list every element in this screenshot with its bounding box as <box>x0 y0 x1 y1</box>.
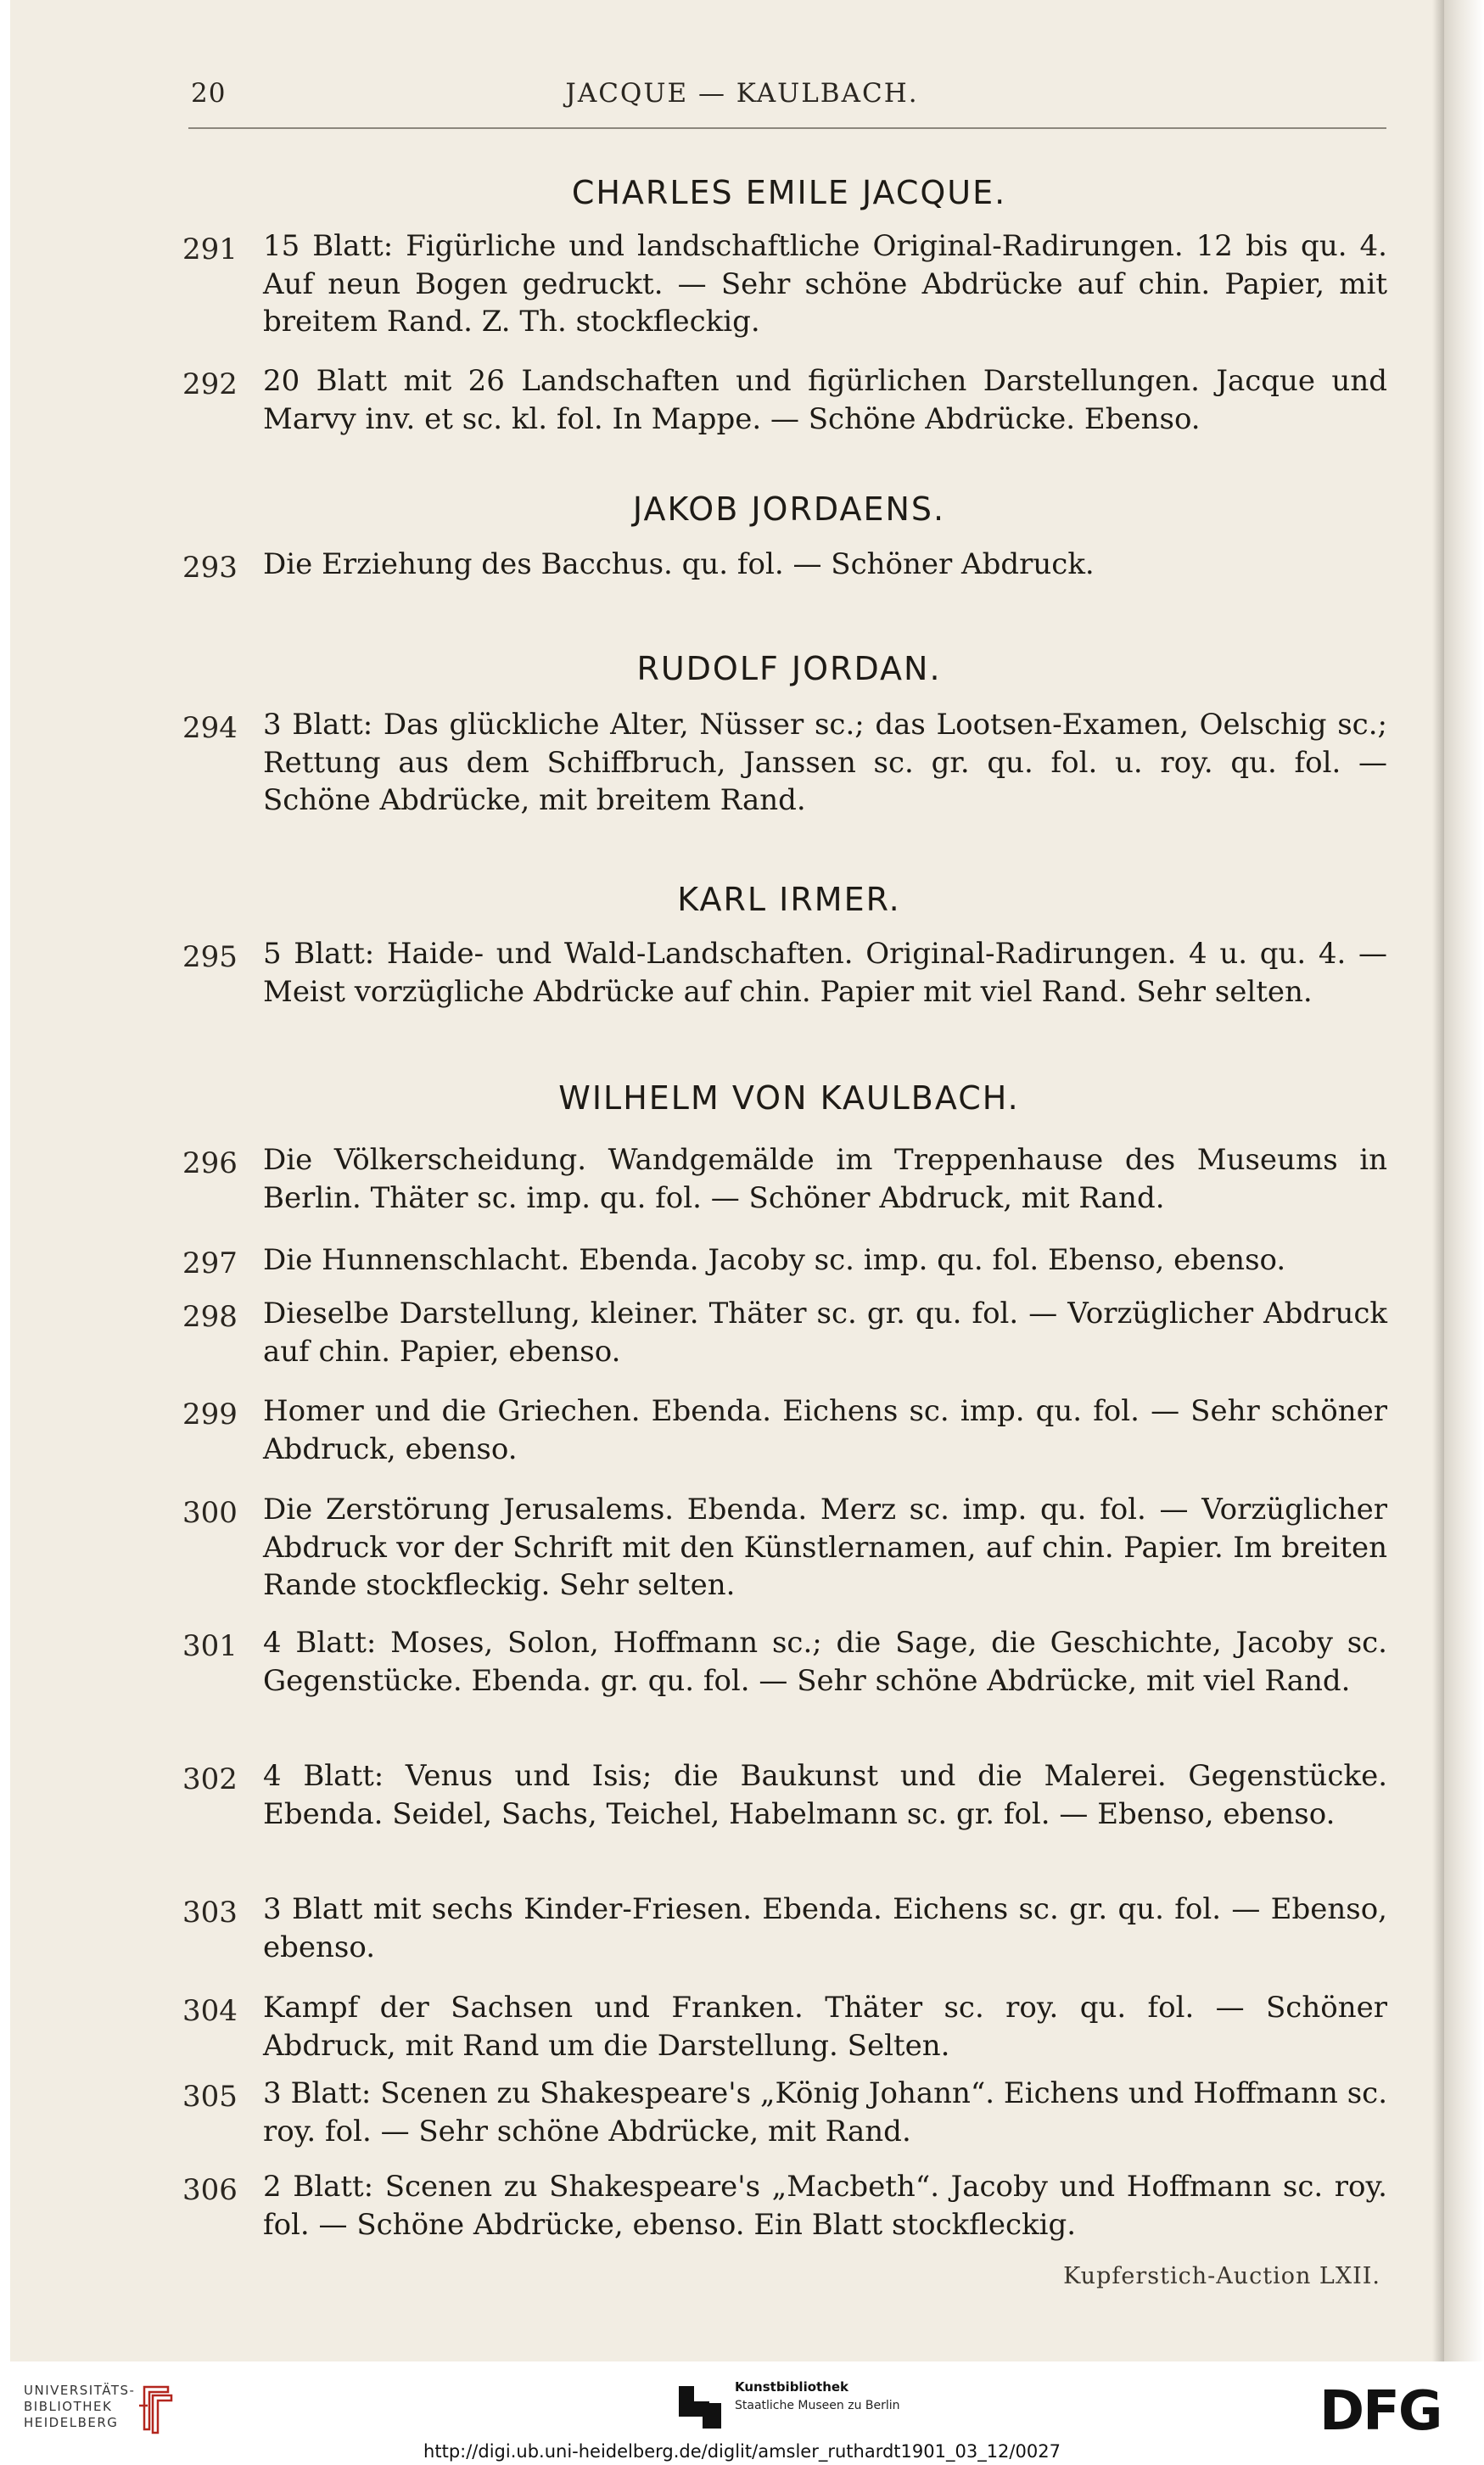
university-logo[interactable] <box>24 2383 135 2431</box>
entry-text: Dieselbe Darstellung, kleiner. Thäter sc. gr. qu. fol. — Vorzüglicher Abdruck auf chin. Papier, ebenso. <box>263 1297 1387 1369</box>
entry-text: 20 Blatt mit 26 Landschaften und figürlichen Darstellungen. Jacque und Marvy inv. et sc. kl. fol. In Mappe. — Schöne Abdrücke. Ebenso. <box>263 364 1387 436</box>
entry-text: 15 Blatt: Figürliche und landschaftliche Original-Radirungen. 12 bis qu. 4. Auf neun Bogen gedruckt. — Sehr schöne Abdrücke auf chin. Papier, mit breitem Rand. Z. Th. stockfleckig. <box>263 229 1387 339</box>
entry-number: 300 <box>182 1496 238 1530</box>
dfg-logo[interactable]: DFG <box>1319 2380 1442 2443</box>
entry-number: 292 <box>182 367 238 401</box>
entry-text: 2 Blatt: Scenen zu Shakespeare's „Macbeth“. Jacoby und Hoffmann sc. roy. fol. — Schöne Abdrücke, ebenso. Ein Blatt stockfleckig. <box>263 2170 1387 2242</box>
section-heading-irmer: KARL IRMER. <box>677 881 901 918</box>
entry-number: 293 <box>182 551 238 585</box>
entry-number: 299 <box>182 1398 238 1431</box>
entry-text: Die Erziehung des Bacchus. qu. fol. — Schöner Abdruck. <box>263 547 1095 581</box>
entry-number: 296 <box>182 1146 238 1180</box>
entry-number: 298 <box>182 1300 238 1334</box>
entry-text: 3 Blatt mit sechs Kinder-Friesen. Ebenda. Eichens sc. gr. qu. fol. — Ebenso, ebenso. <box>263 1892 1387 1964</box>
entry-number: 297 <box>182 1247 238 1280</box>
entry-number: 304 <box>182 1994 238 2028</box>
institution-subtitle: Staatliche Museen zu Berlin <box>735 2399 900 2412</box>
entry-number: 294 <box>182 711 238 745</box>
page-number: 20 <box>191 78 227 109</box>
source-url-link[interactable]: http://digi.ub.uni-heidelberg.de/diglit/amsler_ruthardt1901_03_12/0027 <box>423 2441 1061 2462</box>
section-heading-jordan: RUDOLF JORDAN. <box>636 650 942 687</box>
running-title: JACQUE — KAULBACH. <box>565 78 919 109</box>
institution-name: Kunstbibliothek <box>735 2379 849 2395</box>
entry-number: 295 <box>182 940 238 974</box>
entry-text: 4 Blatt: Venus und Isis; die Baukunst und die Malerei. Gegenstücke. Ebenda. Seidel, Sachs, Teichel, Habelmann sc. gr. fol. — Ebenso, ebenso. <box>263 1759 1387 1831</box>
entry-text: 5 Blatt: Haide- und Wald-Landschaften. Original-Radirungen. 4 u. qu. 4. — Meist vorzügliche Abdrücke auf chin. Papier mit viel Rand. Sehr selten. <box>263 937 1387 1009</box>
university-logo-line: UNIVERSITÄTS- <box>24 2383 136 2398</box>
entry-text: 4 Blatt: Moses, Solon, Hoffmann sc.; die Sage, die Geschichte, Jacoby sc. Gegenstücke. Ebenda. gr. qu. fol. — Sehr schöne Abdrücke, mit viel Rand. <box>263 1626 1387 1698</box>
library-bar <box>0 2361 1484 2465</box>
university-logo-line: HEIDELBERG <box>24 2415 119 2430</box>
section-heading-kaulbach: WILHELM VON KAULBACH. <box>558 1079 1020 1117</box>
university-logo-line: BIBLIOTHEK <box>24 2399 113 2414</box>
entry-number: 305 <box>182 2080 238 2114</box>
entry-text: Die Hunnenschlacht. Ebenda. Jacoby sc. imp. qu. fol. Ebenso, ebenso. <box>263 1243 1286 1277</box>
entry-text: 3 Blatt: Das glückliche Alter, Nüsser sc.; das Lootsen-Examen, Oelschig sc.; Rettung aus dem Schiffbruch, Janssen sc. gr. qu. fol. u. roy. qu. fol. — Schöne Abdrücke, mit breitem Rand. <box>263 708 1387 817</box>
entry-text: Kampf der Sachsen und Franken. Thäter sc. roy. qu. fol. — Schöner Abdruck, mit Rand um die Darstellung. Selten. <box>263 1991 1387 2063</box>
entry-number: 291 <box>182 232 238 266</box>
section-heading-jacque: CHARLES EMILE JACQUE. <box>571 174 1007 211</box>
entry-text: 3 Blatt: Scenen zu Shakespeare's „König Johann“. Eichens und Hoffmann sc. roy. fol. — Sehr schöne Abdrücke, mit Rand. <box>263 2076 1387 2148</box>
entry-text: Die Zerstörung Jerusalems. Ebenda. Merz sc. imp. qu. fol. — Vorzüglicher Abdruck vor der Schrift mit den Künstlernamen, auf chin. Papier. Im breiten Rande stockfleckig. Sehr selten. <box>263 1493 1387 1602</box>
entry-number: 306 <box>182 2173 238 2207</box>
catalog-footer: Kupferstich-Auction LXII. <box>1063 2263 1380 2289</box>
page-edge <box>1444 0 1484 2361</box>
entry-text: Homer und die Griechen. Ebenda. Eichens sc. imp. qu. fol. — Sehr schöner Abdruck, ebenso. <box>263 1394 1387 1466</box>
entry-number: 301 <box>182 1629 238 1663</box>
entry-text: Die Völkerscheidung. Wandgemälde im Treppenhause des Museums in Berlin. Thäter sc. imp. qu. fol. — Schöner Abdruck, mit Rand. <box>263 1143 1387 1215</box>
entry-number: 302 <box>182 1762 238 1796</box>
kunstbibliothek-logo-icon[interactable] <box>679 2383 721 2429</box>
header-rule <box>188 127 1386 129</box>
section-heading-jordaens: JAKOB JORDAENS. <box>632 490 946 528</box>
university-seal-icon <box>136 2380 176 2436</box>
entry-number: 303 <box>182 1896 238 1930</box>
